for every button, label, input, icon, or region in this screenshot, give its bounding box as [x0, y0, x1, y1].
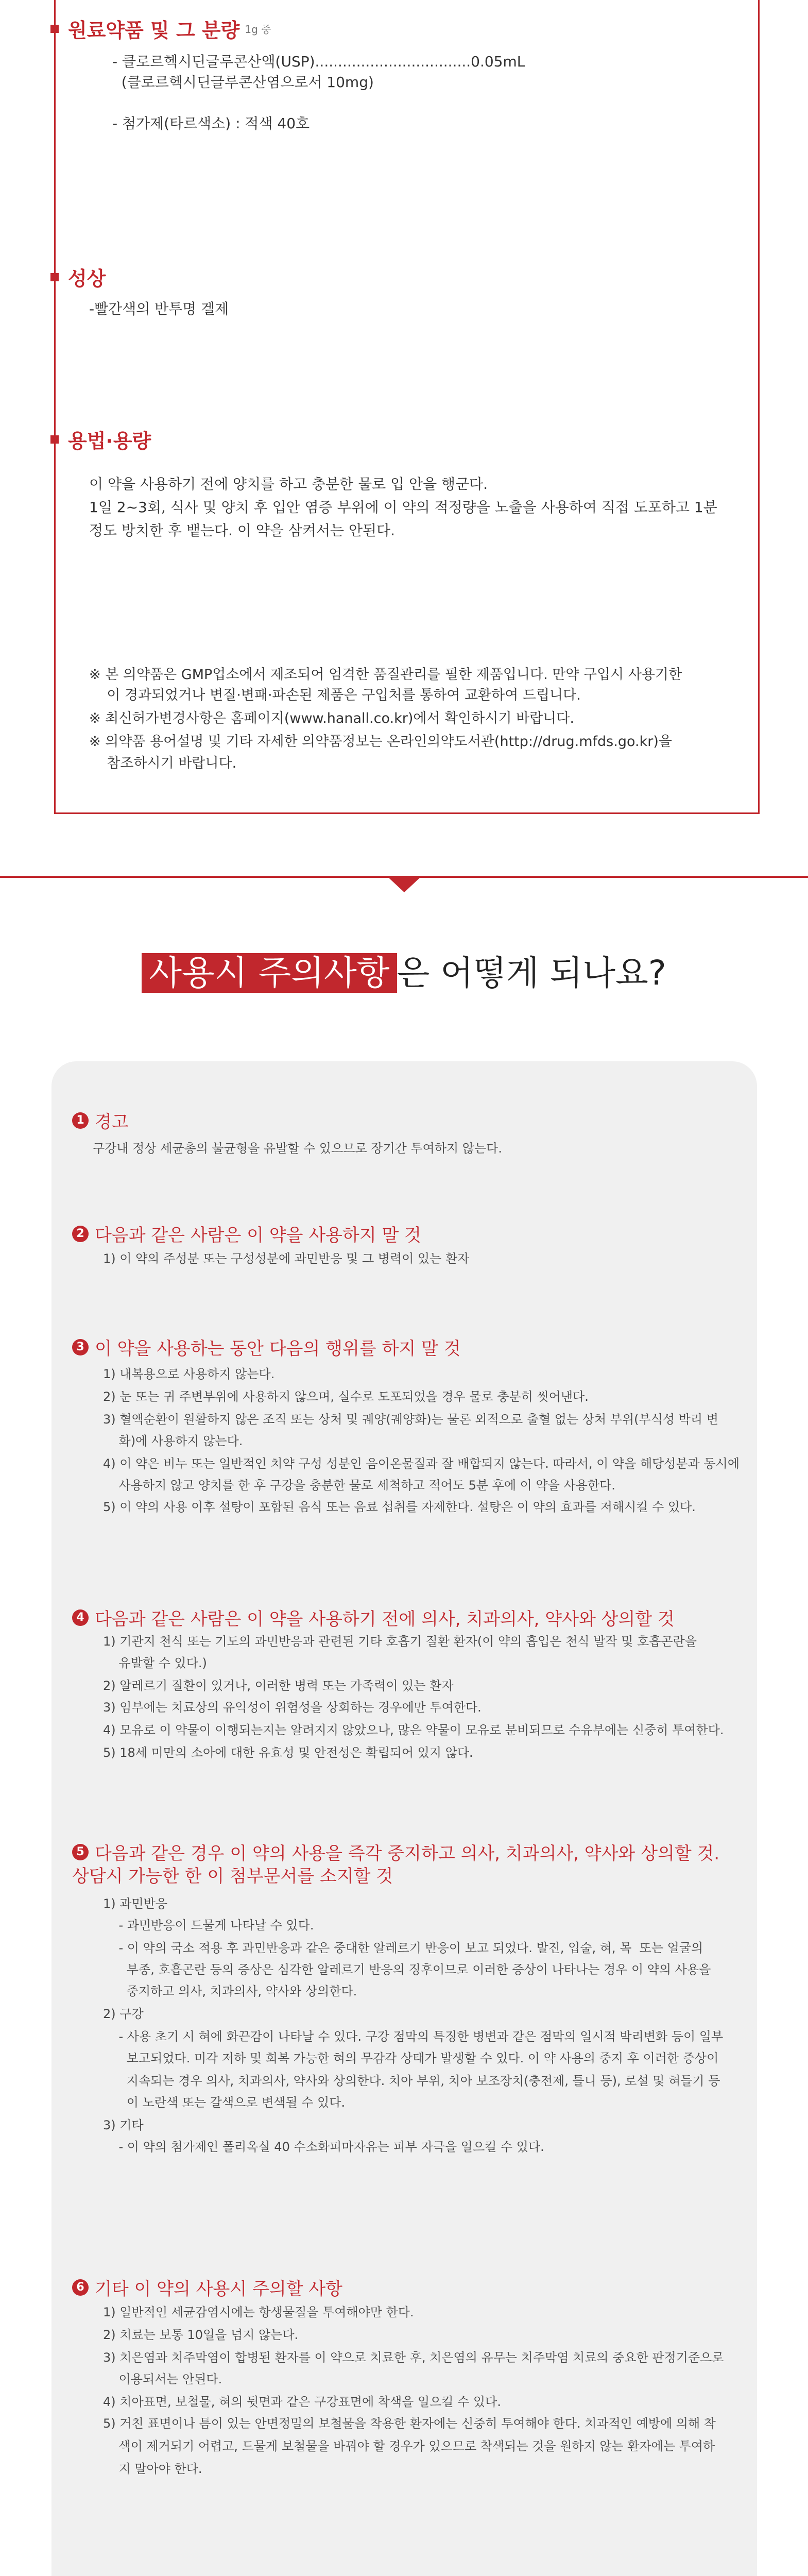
- dosage-line: 1일 2~3회, 식사 및 양치 후 입안 염증 부위에 이 약의 적정량을 노출을 사용하여 직접 도포하고 1분: [89, 499, 717, 516]
- caution-line: 2) 치료는 보통 10일을 넘지 않는다.: [103, 2328, 299, 2342]
- note-line: 참조하시기 바랍니다.: [89, 755, 237, 771]
- number-badge-icon: 6: [72, 2279, 89, 2296]
- caution-heading-text: 다음과 같은 경우 이 약의 사용을 즉각 중지하고 의사, 치과의사, 약사와 상의할 것.: [95, 1843, 720, 1864]
- caution-line: 5) 18세 미만의 소아에 대한 유효성 및 안전성은 확립되어 있지 않다.: [103, 1745, 473, 1760]
- caution-line: 지 말아야 한다.: [103, 2462, 202, 2476]
- caution-line: 1) 이 약의 주성분 또는 구성성분에 과민반응 및 그 병력이 있는 환자: [103, 1251, 470, 1266]
- ingredient-line: - 첨가제(타르색소) : 적색 40호: [112, 115, 310, 132]
- ingredients-title: 원료약품 및 그 분량: [68, 19, 240, 42]
- ingredient-line: (클로르헥시딘글루콘산염으로서 10mg): [112, 74, 374, 91]
- caution-line: 3) 기타: [103, 2118, 144, 2132]
- caution-line: 색이 제거되기 어렵고, 드물게 보철물을 바꿔야 할 경우가 있으므로 착색되는 것을 원하지 않는 환자에는 투여하: [103, 2439, 715, 2453]
- caution-line: - 이 약의 국소 적용 후 과민반응과 같은 중대한 알레르기 반응이 보고 되었다. 발진, 입술, 혀, 목 또는 얼굴의: [103, 1941, 703, 1955]
- section-bullet-icon: [50, 25, 59, 33]
- ingredients-heading: [56, 14, 271, 43]
- appearance-line: -빨간색의 반투명 겔제: [89, 300, 229, 317]
- caution-heading-text: 경고: [95, 1112, 129, 1132]
- dosage-line: 정도 방치한 후 뱉는다. 이 약을 삼켜서는 안된다.: [89, 522, 396, 539]
- ingredients-sub: 1g 중: [245, 23, 271, 36]
- caution-line: 2) 알레르기 질환이 있거나, 이러한 병력 또는 가족력이 있는 환자: [103, 1679, 454, 1693]
- caution-heading-text: 이 약을 사용하는 동안 다음의 행위를 하지 말 것: [95, 1338, 461, 1359]
- caution-line: 4) 모유로 이 약물이 이행되는지는 알려지지 않았으나, 많은 약물이 모유로 분비되므로 수유부에는 신중히 투여한다.: [103, 1723, 724, 1737]
- number-badge-icon: 1: [72, 1112, 89, 1129]
- note-line: ※ 최신허가변경사항은 홈페이지(www.hanall.co.kr)에서 확인하시기 바랍니다.: [89, 710, 575, 726]
- caution-heading: [72, 1334, 461, 1360]
- caution-line: 5) 거친 표면이나 틈이 있는 안면정밀의 보철물을 착용한 환자에는 신중히 투여해야 한다. 치과적인 예방에 의해 착: [103, 2416, 716, 2431]
- caution-line: 1) 일반적인 세균감염시에는 항생물질을 투여해야만 한다.: [103, 2305, 414, 2319]
- caution-line: - 이 약의 첨가제인 폴리옥실 40 수소화피마자유는 피부 자극을 일으킬 수 있다.: [103, 2140, 544, 2154]
- note-line: 이 경과되었거나 변질·변패·파손된 제품은 구입처를 통하여 교환하여 드립니다.: [89, 687, 581, 703]
- caution-heading-text: 다음과 같은 사람은 이 약을 사용하기 전에 의사, 치과의사, 약사와 상의할 것: [95, 1609, 675, 1630]
- number-badge-icon: 3: [72, 1339, 89, 1355]
- caution-line: 2) 눈 또는 귀 주변부위에 사용하지 않으며, 실수로 도포되었을 경우 물로 충분히 씻어낸다.: [103, 1389, 589, 1404]
- note-line: ※ 본 의약품은 GMP업소에서 제조되어 엄격한 품질관리를 필한 제품입니다. 만약 구입시 사용기한: [89, 667, 682, 683]
- caution-heading-text: 기타 이 약의 사용시 주의할 사항: [95, 2279, 343, 2299]
- caution-line: 사용하지 않고 양치를 한 후 구강을 충분한 물로 세척하고 적어도 5분 후에 이 약을 사용한다.: [103, 1478, 615, 1493]
- caution-line: 부종, 호흡곤란 등의 증상은 심각한 알레르기 반응의 징후이므로 이러한 증상이 나타나는 경우 이 약의 사용을: [103, 1962, 711, 1977]
- caution-title-rest: 은 어떻게 되나요?: [397, 953, 666, 993]
- caution-line: 중지하고 의사, 치과의사, 약사와 상의한다.: [103, 1984, 357, 1998]
- caution-line: 1) 내복용으로 사용하지 않는다.: [103, 1367, 275, 1381]
- caution-line: 지속되는 경우 의사, 치과의사, 약사와 상의한다. 치아 부위, 치아 보조장치(충전제, 틀니 등), 로설 및 혀들기 등: [103, 2074, 720, 2088]
- section-bullet-icon: [50, 273, 59, 281]
- down-arrow-icon: [389, 878, 420, 892]
- caution-heading-line-2: [72, 1862, 393, 1887]
- number-badge-icon: 4: [72, 1609, 89, 1626]
- number-badge-icon: 2: [72, 1226, 89, 1242]
- caution-heading: [72, 1108, 129, 1133]
- caution-heading-text-2: 상담시 가능한 한 이 첨부문서를 소지할 것: [72, 1866, 393, 1887]
- caution-heading: [72, 1221, 421, 1246]
- caution-line: 3) 혈액순환이 원활하지 않은 조직 또는 상처 및 궤양(궤양화)는 물론 외적으로 출혈 없는 상처 부위(부식성 박리 변: [103, 1412, 718, 1427]
- caution-line: 3) 치은염과 치주막염이 합병된 환자를 이 약으로 치료한 후, 치은염의 유무는 치주막염 치료의 중요한 판정기준으로: [103, 2350, 724, 2365]
- caution-line: 구강내 정상 세균총의 불균형을 유발할 수 있으므로 장기간 투여하지 않는다.: [93, 1141, 502, 1156]
- caution-title: [0, 945, 808, 994]
- caution-heading: [72, 1839, 719, 1865]
- caution-line: 5) 이 약의 사용 이후 설탕이 포함된 음식 또는 음료 섭취를 자제한다. 설탕은 이 약의 효과를 저해시킬 수 있다.: [103, 1500, 696, 1514]
- appearance-title: 성상: [68, 267, 106, 290]
- dosage-line: 이 약을 사용하기 전에 양치를 하고 충분한 물로 입 안을 행군다.: [89, 476, 488, 493]
- caution-line: 4) 치아표면, 보철물, 혀의 뒷면과 같은 구강표면에 착색을 일으킬 수 있다.: [103, 2395, 501, 2409]
- caution-title-highlight: 사용시 주의사항: [142, 953, 397, 993]
- caution-line: 이 노란색 또는 갈색으로 변색될 수 있다.: [103, 2095, 346, 2110]
- dosage-title: 용법·용량: [68, 430, 151, 452]
- caution-line: 이용되서는 안된다.: [103, 2372, 222, 2386]
- appearance-heading: [56, 263, 106, 291]
- caution-heading: [72, 1605, 675, 1630]
- section-bullet-icon: [50, 435, 59, 444]
- caution-line: 3) 임부에는 치료상의 유익성이 위험성을 상회하는 경우에만 투여한다.: [103, 1700, 482, 1715]
- number-badge-icon: 5: [72, 1844, 89, 1860]
- caution-line: 유발할 수 있다.): [103, 1656, 207, 1670]
- product-info-box: [54, 0, 760, 814]
- caution-heading: [72, 2275, 342, 2300]
- caution-line: 2) 구강: [103, 2007, 144, 2021]
- caution-line: 4) 이 약은 비누 또는 일반적인 치약 구성 성분인 음이온물질과 잘 배합되지 않는다. 따라서, 이 약을 해당성분과 동시에: [103, 1456, 740, 1471]
- caution-heading-text: 다음과 같은 사람은 이 약을 사용하지 말 것: [95, 1225, 421, 1246]
- dosage-heading: [56, 425, 151, 453]
- caution-line: 1) 과민반응: [103, 1896, 167, 1911]
- caution-line: 화)에 사용하지 않는다.: [103, 1434, 243, 1448]
- caution-line: 보고되었다. 미각 저하 및 회복 가능한 혀의 무감각 상태가 발생할 수 있다. 이 약 사용의 중지 후 이러한 증상이: [103, 2051, 719, 2065]
- caution-line: - 사용 초기 시 혀에 화끈감이 나타날 수 있다. 구강 점막의 특징한 병변과 같은 점막의 일시적 박리변화 등이 일부: [103, 2029, 724, 2044]
- ingredient-line: - 클로르헥시딘글루콘산액(USP)..................................0.05mL: [112, 53, 525, 70]
- caution-line: 1) 기관지 천식 또는 기도의 과민반응과 관련된 기타 호흡기 질환 환자(이 약의 흡입은 천식 발작 및 호흡곤란을: [103, 1634, 697, 1649]
- caution-line: - 과민반응이 드물게 나타날 수 있다.: [103, 1918, 314, 1933]
- note-line: ※ 의약품 용어설명 및 기타 자세한 의약품정보는 온라인의약도서관(http://drug.mfds.go.kr)을: [89, 734, 672, 750]
